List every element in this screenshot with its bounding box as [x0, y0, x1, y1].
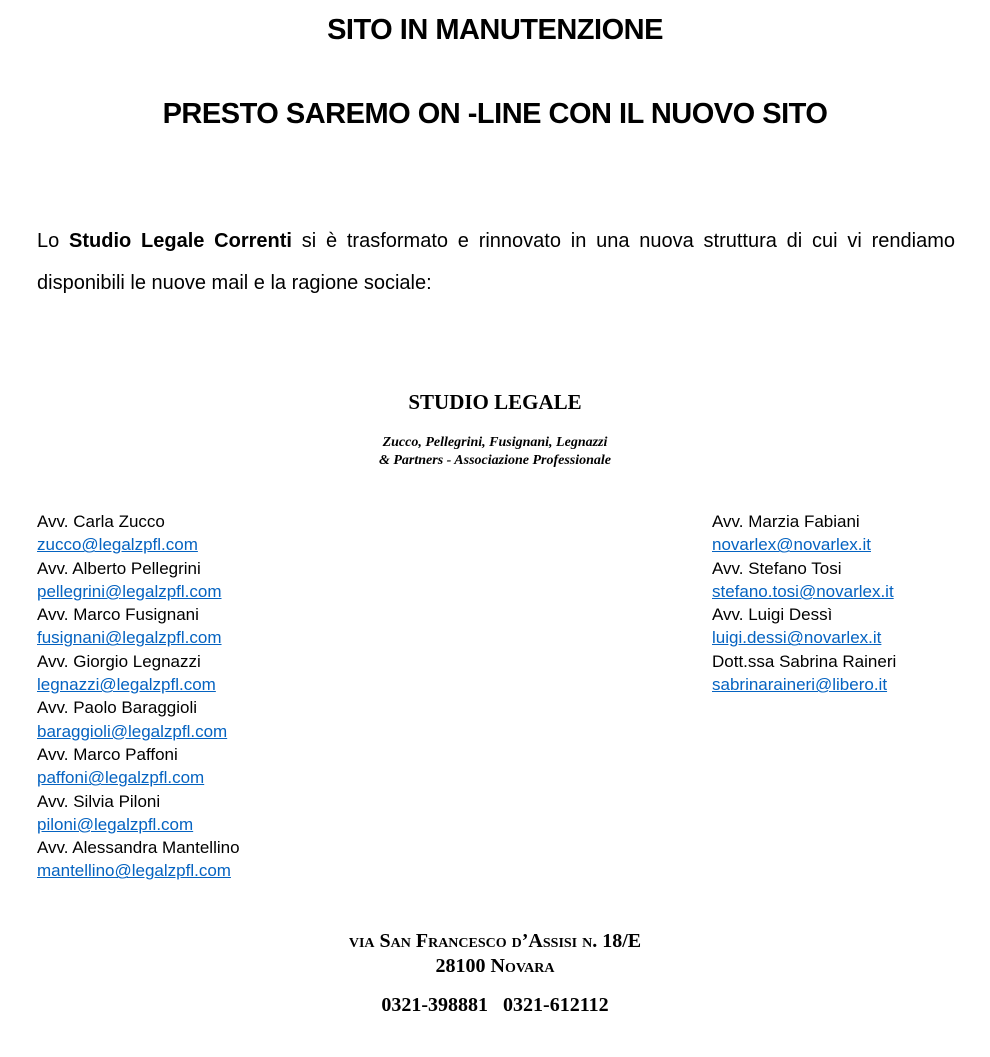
contact-name: Avv. Alberto Pellegrini — [37, 558, 201, 578]
contact-email-link[interactable]: mantellino@legalzpfl.com — [37, 861, 231, 881]
studio-subtitle-line2: & Partners - Associazione Professionale — [378, 453, 612, 468]
contact-item — [37, 836, 240, 883]
contact-name: Avv. Marco Fusignani — [37, 605, 199, 625]
contact-email-link[interactable]: luigi.dessi@novarlex.it — [712, 628, 882, 648]
contact-item — [37, 743, 240, 790]
contact-email-link[interactable]: piloni@legalzpfl.com — [37, 814, 194, 834]
intro-prefix: Lo — [37, 230, 70, 252]
contact-name: Avv. Carla Zucco — [37, 512, 165, 531]
maintenance-heading: SITO IN MANUTENZIONE — [327, 14, 663, 46]
contact-email-link[interactable]: paffoni@legalzpfl.com — [37, 768, 205, 788]
contact-email-link[interactable]: novarlex@novarlex.it — [712, 535, 871, 555]
contact-name: Avv. Luigi Dessì — [712, 605, 833, 625]
contact-item — [37, 790, 240, 837]
intro-suffix: si è trasformato e rinnovato in una nuova struttura di cui vi rendiamo disponibili le nuove mail e la ragione sociale: — [37, 230, 955, 294]
contact-name: Avv. Silvia Piloni — [37, 791, 161, 811]
address-city: 28100 Novara — [435, 955, 555, 977]
contact-email-link[interactable]: zucco@legalzpfl.com — [37, 535, 198, 555]
phone-numbers: 0321-398881 0321-612112 — [381, 994, 609, 1016]
contact-item — [37, 603, 240, 650]
contact-name: Avv. Alessandra Mantellino — [37, 838, 240, 858]
contacts-right-list — [712, 510, 896, 696]
contact-name: Avv. Paolo Baraggioli — [37, 698, 198, 718]
contact-name: Avv. Giorgio Legnazzi — [37, 651, 201, 671]
contact-item — [37, 510, 240, 557]
contact-email-link[interactable]: legnazzi@legalzpfl.com — [37, 675, 216, 695]
address-street: via San Francesco d’Assisi n. 18/E — [348, 930, 642, 952]
studio-subtitle-line1: Zucco, Pellegrini, Fusignani, Legnazzi — [382, 435, 608, 450]
contact-email-link[interactable]: fusignani@legalzpfl.com — [37, 628, 222, 648]
intro-studio-name: Studio Legale Correnti — [69, 230, 292, 252]
contact-item — [712, 603, 896, 650]
online-soon-heading: PRESTO SAREMO ON -LINE CON IL NUOVO SITO — [162, 98, 828, 130]
contact-name: Avv. Marzia Fabiani — [712, 512, 860, 531]
contact-item — [712, 510, 896, 557]
contact-email-link[interactable]: stefano.tosi@novarlex.it — [712, 581, 894, 601]
intro-paragraph — [37, 220, 955, 304]
contact-item — [712, 650, 896, 697]
contact-item — [37, 696, 240, 743]
contact-item — [37, 557, 240, 604]
studio-title: STUDIO LEGALE — [408, 390, 582, 414]
contact-item — [37, 650, 240, 697]
contact-item — [712, 557, 896, 604]
contacts-left-list — [37, 510, 240, 883]
contact-email-link[interactable]: sabrinaraineri@libero.it — [712, 675, 888, 695]
contact-name: Avv. Stefano Tosi — [712, 558, 842, 578]
contact-email-link[interactable]: pellegrini@legalzpfl.com — [37, 581, 222, 601]
contact-name: Avv. Marco Paffoni — [37, 744, 178, 764]
contact-email-link[interactable]: baraggioli@legalzpfl.com — [37, 721, 228, 741]
contact-name: Dott.ssa Sabrina Raineri — [712, 651, 897, 671]
